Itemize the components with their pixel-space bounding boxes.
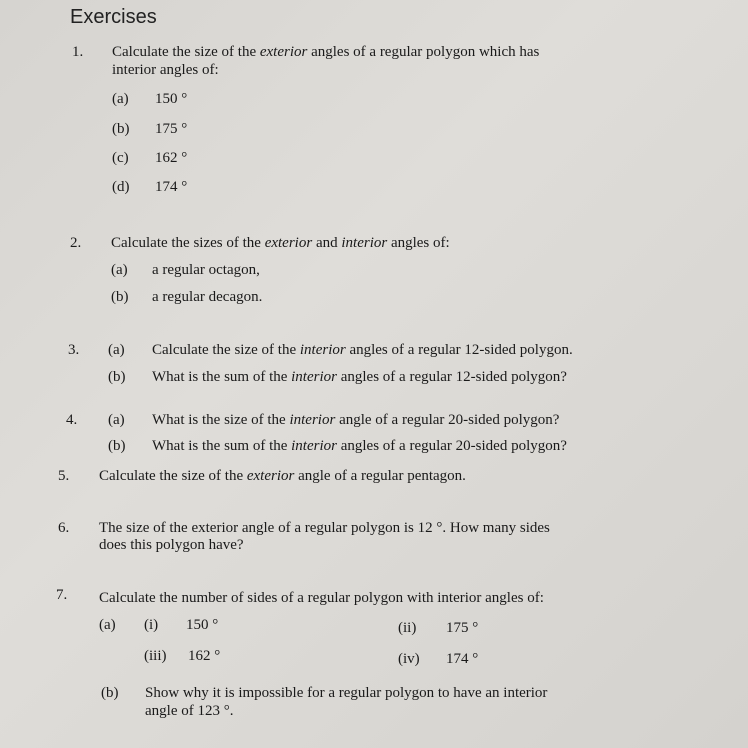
q7-sub-iii-label: (iii)	[144, 648, 167, 664]
q7-sub-ii-value: 175 °	[446, 620, 479, 636]
q7-part-b-label: (b)	[101, 685, 119, 701]
q2-line	[111, 235, 450, 252]
q5-number: 5.	[58, 468, 70, 484]
page-heading: Exercises	[70, 6, 157, 28]
q3-part-b-text: What is the sum of the interior angles of a regular 12-sided polygon?	[152, 369, 567, 385]
q1-line2: interior angles of:	[112, 62, 219, 78]
q7-sub-ii-label: (ii)	[398, 620, 417, 636]
q3-part-a-text: Calculate the size of the interior angles of a regular 12-sided polygon.	[152, 342, 573, 358]
q2-part-b-text: a regular decagon.	[152, 289, 263, 305]
q7-number: 7.	[56, 587, 68, 603]
q6-number: 6.	[58, 520, 70, 536]
q4-part-b-text: What is the sum of the interior angles of a regular 20-sided polygon?	[152, 438, 567, 454]
q7-line1: Calculate the number of sides of a regular polygon with interior angles of:	[99, 590, 544, 606]
q6-line1: The size of the exterior angle of a regular polygon is 12 °. How many sides	[99, 520, 550, 536]
q1-part-d-label: (d)	[112, 179, 130, 195]
q2-emphasis-2: interior	[341, 235, 388, 251]
q1-part-a-value: 150 °	[155, 91, 188, 107]
q7-sub-iv-label: (iv)	[398, 651, 420, 667]
q7-sub-i-value: 150 °	[186, 617, 219, 633]
q3-part-a-label: (a)	[108, 342, 125, 358]
q1-part-a-label: (a)	[112, 91, 129, 107]
q1-part-c-value: 162 °	[155, 150, 188, 166]
q5-text: Calculate the size of the exterior angle of a regular pentagon.	[99, 468, 466, 484]
q4-part-a-label: (a)	[108, 412, 125, 428]
q2-part-b-label: (b)	[111, 289, 129, 305]
q2-number: 2.	[70, 235, 82, 251]
q1-part-b-value: 175 °	[155, 121, 188, 137]
q7-sub-iii-value: 162 °	[188, 648, 221, 664]
q7-part-a-label: (a)	[99, 617, 116, 633]
q1-text-b: angles of a regular polygon which has	[307, 44, 540, 60]
q1-text-a: Calculate the size of the	[112, 44, 260, 60]
q1-part-d-value: 174 °	[155, 179, 188, 195]
q1-emphasis: exterior	[259, 44, 308, 60]
q2-text-a: Calculate the sizes of the	[111, 235, 265, 251]
q7-sub-i-label: (i)	[144, 617, 159, 633]
q6-line2: does this polygon have?	[99, 537, 244, 553]
q1-part-c-label: (c)	[112, 150, 129, 166]
q2-text-mid: and	[312, 235, 342, 251]
q2-part-a-label: (a)	[111, 262, 128, 278]
q1-part-b-label: (b)	[112, 121, 130, 137]
q3-number: 3.	[68, 342, 80, 358]
q4-part-a-text: What is the size of the interior angle of a regular 20-sided polygon?	[152, 412, 560, 428]
q2-part-a-text: a regular octagon,	[152, 262, 260, 278]
q3-part-b-label: (b)	[108, 369, 126, 385]
q1-line1	[112, 44, 539, 61]
q7-sub-iv-value: 174 °	[446, 651, 479, 667]
q2-emphasis-1: exterior	[264, 235, 313, 251]
q7-part-b-line1: Show why it is impossible for a regular polygon to have an interior	[145, 685, 548, 701]
q7-part-b-line2: angle of 123 °.	[145, 703, 234, 719]
q4-number: 4.	[66, 412, 78, 428]
q4-part-b-label: (b)	[108, 438, 126, 454]
q1-number: 1.	[72, 44, 84, 60]
q2-text-b: angles of:	[387, 235, 450, 251]
